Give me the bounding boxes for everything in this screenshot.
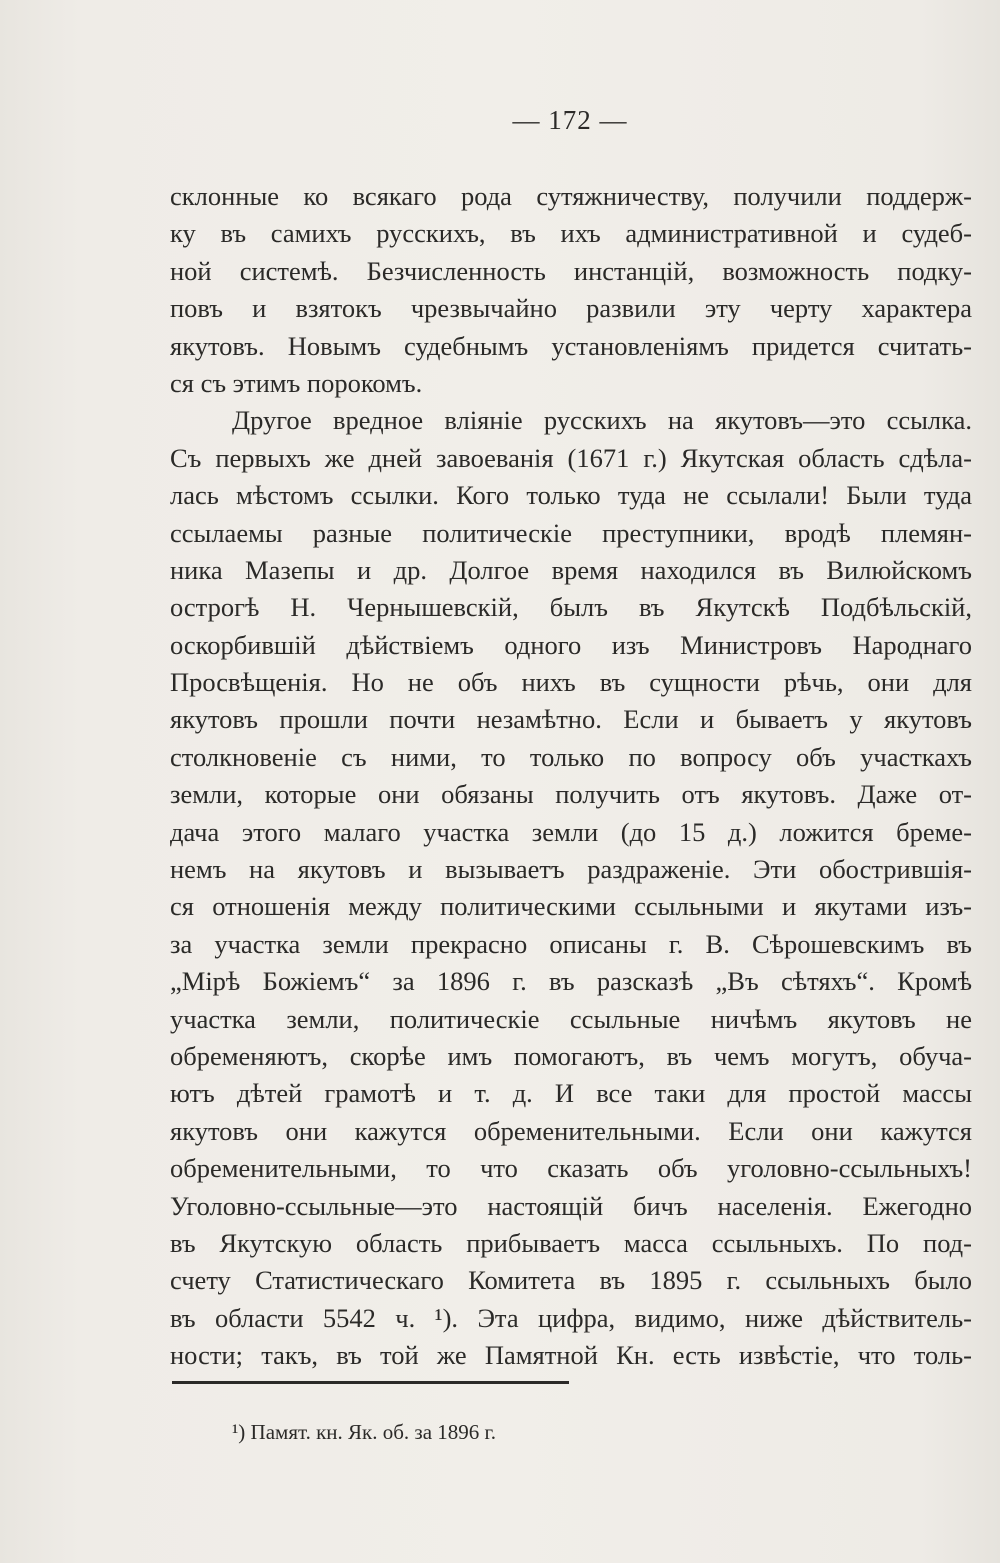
text-line: якутовъ они кажутся обременительными. Если они кажутся (170, 1115, 972, 1146)
text-line: обременяютъ, скорѣе имъ помогаютъ, въ чемъ могутъ, обуча- (170, 1040, 972, 1071)
text-line: лась мѣстомъ ссылки. Кого только туда не ссылали! Были туда (170, 480, 972, 511)
text-line: дача этого малаго участка земли (до 15 д.) ложится бреме- (170, 816, 972, 847)
text-line: якутовъ прошли почти незамѣтно. Если и бываетъ у якутовъ (170, 704, 972, 735)
text-line: ника Мазепы и др. Долгое время находился въ Вилюйскомъ (170, 554, 972, 585)
text-line: повъ и взятокъ чрезвычайно развили эту черту характера (170, 293, 972, 324)
text-line: въ области 5542 ч. ¹). Эта цифра, видимо, ниже дѣйствитель- (170, 1302, 972, 1333)
body-text (170, 178, 972, 1375)
text-line: обременительными, то что сказать объ уголовно-ссыльныхъ! (170, 1153, 972, 1184)
text-line: ности; такъ, въ той же Памятной Кн. есть извѣстіе, что толь- (170, 1340, 972, 1371)
page-number: — 172 — (512, 105, 628, 135)
text-line: склонные ко всякаго рода сутяжничеству, получили поддерж- (170, 181, 972, 211)
footnote-separator (172, 1381, 569, 1384)
text-line: ся отношенія между политическими ссыльными и якутами изъ- (170, 891, 972, 922)
text-line: острогѣ Н. Чернышевскій, былъ въ Якутскѣ Подбѣльскій, (170, 592, 972, 623)
text-line: ной системѣ. Безчисленность инстанцій, возможность подку- (170, 255, 972, 286)
text-line: ютъ дѣтей грамотѣ и т. д. И все таки для простой массы (170, 1078, 972, 1109)
text-line: за участка земли прекрасно описаны г. В. Сѣрошевскимъ въ (170, 928, 972, 959)
text-line: земли, которые они обязаны получить отъ якутовъ. Даже от- (170, 779, 972, 810)
footnote: ¹) Памят. кн. Як. об. за 1896 г. (232, 1420, 497, 1444)
text-line: участка земли, политическіе ссыльные ничѣмъ якутовъ не (170, 1003, 972, 1034)
text-line: ку въ самихъ русскихъ, въ ихъ административной и судеб- (170, 218, 972, 249)
text-line: въ Якутскую область прибываетъ масса ссыльныхъ. По под- (170, 1227, 972, 1258)
text-line: столкновеніе съ ними, то только по вопросу объ участкахъ (170, 741, 972, 772)
text-line: оскорбившій дѣйствіемъ одного изъ Министровъ Народнаго (170, 629, 972, 660)
text-line: Просвѣщенія. Но не объ нихъ въ сущности рѣчь, они для (170, 667, 972, 698)
text-line: якутовъ. Новымъ судебнымъ установленіямъ придется считать- (170, 330, 972, 361)
text-line: счету Статистическаго Комитета въ 1895 г. ссыльныхъ было (170, 1265, 972, 1296)
text-line: ссылаемы разные политическіе преступники, вродѣ племян- (170, 517, 972, 548)
paragraph-start-line: Другое вредное вліяніе русскихъ на якутовъ—это ссылка. (232, 405, 972, 436)
text-line: Съ первыхъ же дней завоеванія (1671 г.) Якутская область сдѣла- (170, 442, 972, 473)
text-line: ся съ этимъ порокомъ. (170, 367, 423, 398)
text-line: Уголовно-ссыльные—это настоящій бичъ населенія. Ежегодно (170, 1190, 972, 1221)
text-line: „Мірѣ Божіемъ“ за 1896 г. въ разсказѣ „Въ сѣтяхъ“. Кромѣ (170, 966, 972, 997)
text-line: немъ на якутовъ и вызываетъ раздраженіе. Эти обострившія- (170, 854, 972, 885)
